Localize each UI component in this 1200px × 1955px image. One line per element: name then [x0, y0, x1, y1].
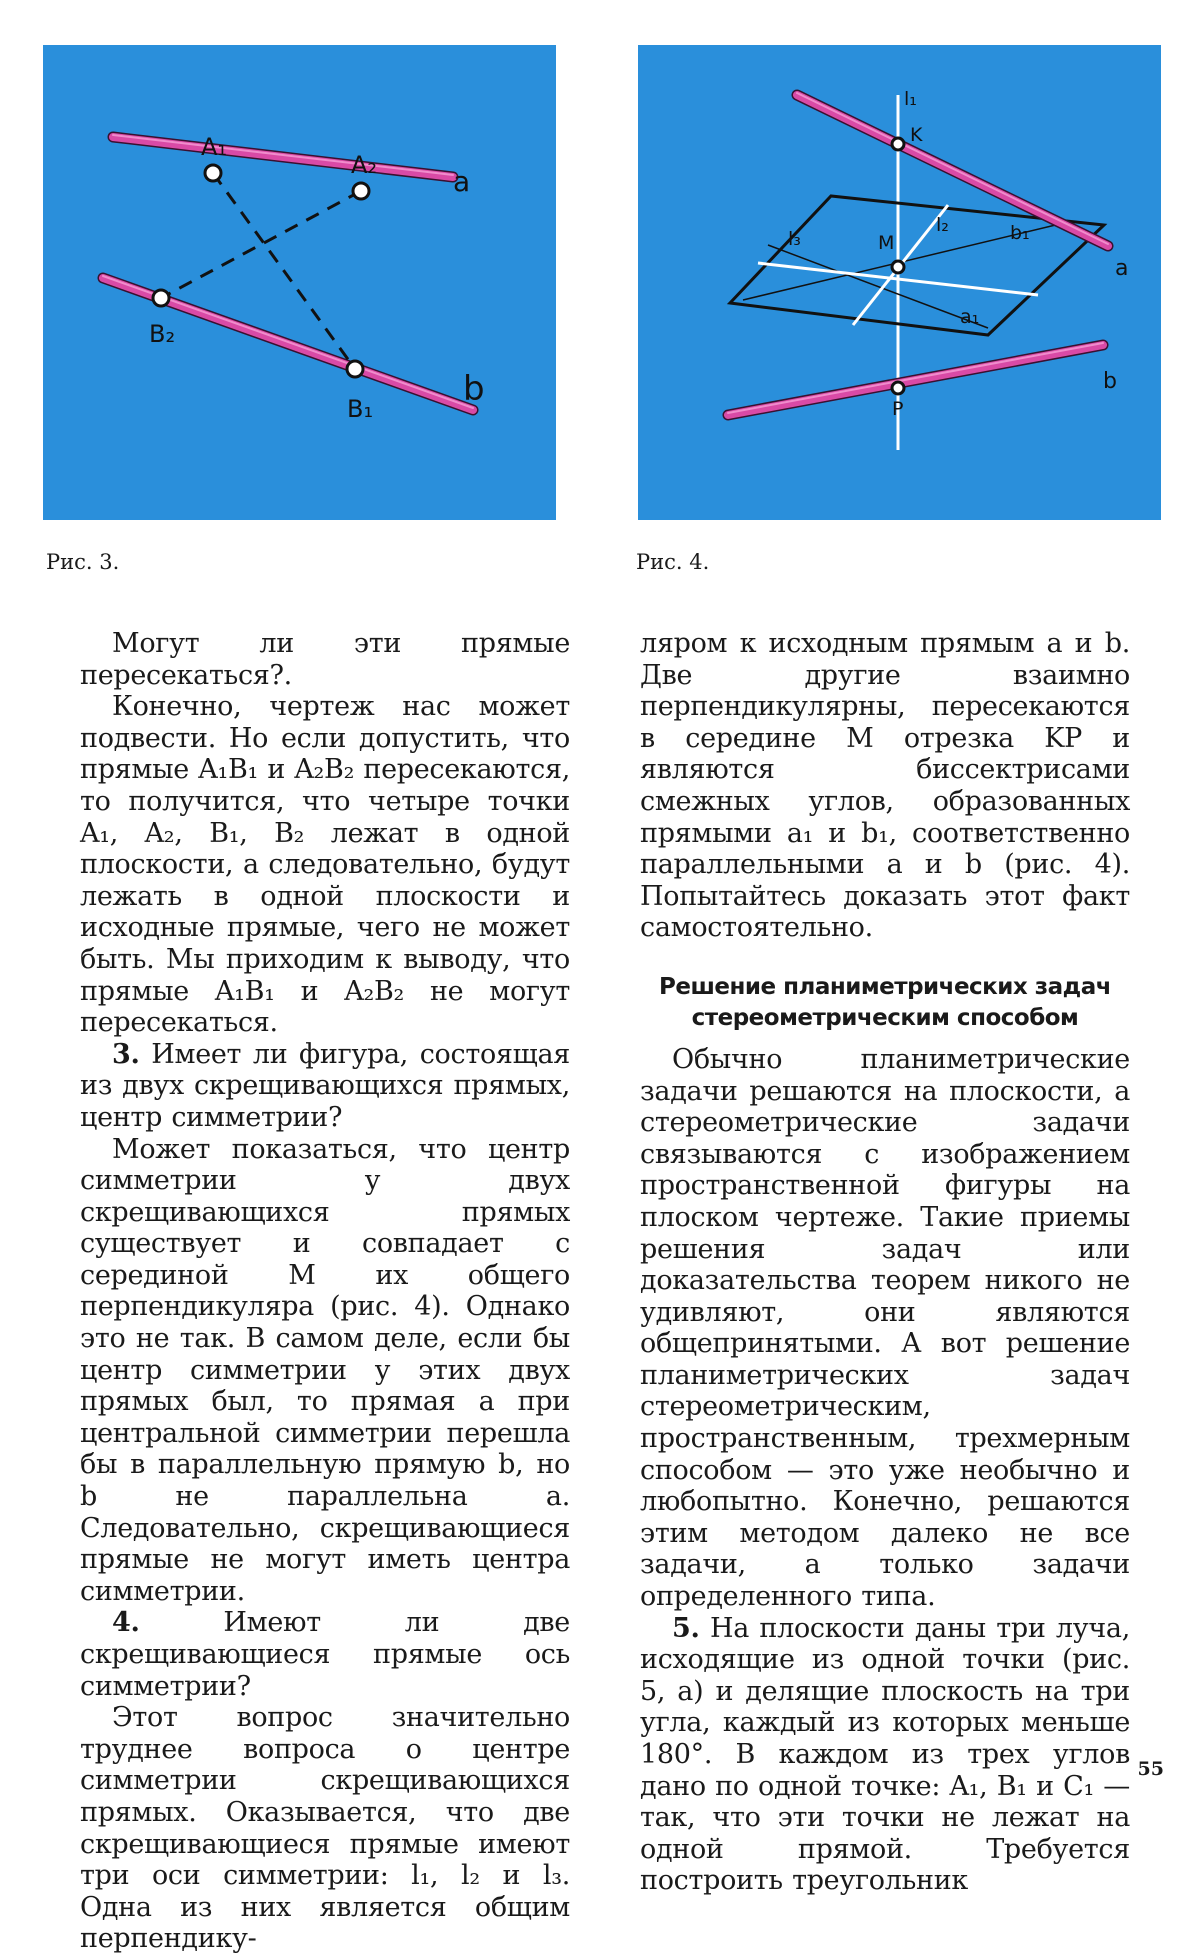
figure-4 [638, 45, 1161, 520]
section-heading: Решение планиметрических задач стереометрическим способом [658, 973, 1112, 1031]
right-column [640, 628, 1130, 1897]
label-l2: l₂ [936, 214, 949, 236]
question-3: 3. Имеет ли фигура, состоящая из двух скрещивающихся прямых, центр симметрии? [80, 1038, 570, 1133]
paragraph: Обычно планиметрические задачи решаются на плоскости, а стереометрические задачи связываются с изображением пространственной фигуры на плоском чертеже. Такие приемы решения задач или доказательства теорем никого не удивляют, они являются общепринятыми. А вот решение планиметрических задач стереометрическим, пространственным, трехмерным способом — это уже необычно и любопытно. Конечно, решаются этим методом далеко не все задачи, а только задачи определенного типа. [640, 1043, 1130, 1613]
figure-3-drawing [43, 45, 556, 520]
label-a: a [453, 165, 471, 198]
paragraph: ляром к исходным прямым a и b. Две другие взаимно перпендикулярны, пересекаются в середине M отрезка KP и являются биссектрисами смежных углов, образованных прямыми a₁ и b₁, соответственно параллельными a и b (рис. 4). Попытайтесь доказать этот факт самостоятельно. [640, 628, 1130, 944]
label-b: b [1103, 369, 1117, 394]
problem-5: 5. На плоскости даны три луча, исходящие из одной точки (рис. 5, a) и делящие плоскость на три угла, каждый из которых меньше 180°. В каждом из трех углов дано по одной точке: A₁, B₁ и C₁ — так, что эти точки не лежат на одной прямой. Требуется построить треугольник [640, 1612, 1130, 1897]
page-number: 55 [1137, 1758, 1164, 1780]
point-a2 [353, 183, 369, 199]
figure-4-caption: Рис. 4. [636, 550, 710, 574]
label-b2: B₂ [149, 320, 176, 348]
label-a1: A₁ [201, 133, 228, 161]
paragraph: Может показаться, что центр симметрии у двух скрещивающихся прямых существует и совпадает с серединой M их общего перпендикуляра (рис. 4). Однако это не так. В самом деле, если бы центр симметрии у этих двух прямых был, то прямая a при центральной симметрии перешла бы в параллельную прямую b, но b не параллельна a. Следовательно, скрещивающиеся прямые не могут иметь центра симметрии. [80, 1133, 570, 1607]
point-b1 [347, 361, 363, 377]
figure-4-drawing [638, 45, 1161, 520]
paragraph: Конечно, чертеж нас может подвести. Но если допустить, что прямые A₁B₁ и A₂B₂ пересекаются, то получится, что четыре точки A₁, A₂, B₁, B₂ лежат в одной плоскости, а следовательно, будут лежать в одной плоскости и исходные прямые, чего не может быть. Мы приходим к выводу, что прямые A₁B₁ и A₂B₂ не могут пересекаться. [80, 691, 570, 1039]
label-b1: B₁ [347, 395, 374, 423]
figure-3 [43, 45, 556, 520]
label-l3: l₃ [788, 228, 801, 250]
point-k [892, 138, 904, 150]
point-m [892, 261, 904, 273]
segment-a2-b2 [161, 191, 361, 298]
label-a1: a₁ [960, 306, 980, 328]
paragraph: Могут ли эти прямые пересекаться?. [80, 628, 570, 691]
figure-3-caption: Рис. 3. [46, 550, 120, 574]
point-p [892, 382, 904, 394]
label-l1: l₁ [904, 88, 917, 110]
label-b: b [463, 369, 485, 409]
point-a1 [205, 165, 221, 181]
paragraph: Этот вопрос значительно труднее вопроса о центре симметрии скрещивающихся прямых. Оказывается, что две скрещивающиеся прямые имеют три оси симметрии: l₁, l₂ и l₃. Одна из них является общим перпендику- [80, 1702, 570, 1955]
point-b2 [153, 290, 169, 306]
label-b1: b₁ [1010, 222, 1030, 244]
label-p: P [892, 398, 904, 420]
question-4: 4. Имеют ли две скрещивающиеся прямые ось симметрии? [80, 1607, 570, 1702]
label-m: M [878, 232, 895, 254]
label-a: a [1115, 256, 1129, 281]
label-a2: A₂ [351, 151, 378, 179]
label-k: K [910, 124, 923, 146]
left-column [80, 628, 570, 1955]
